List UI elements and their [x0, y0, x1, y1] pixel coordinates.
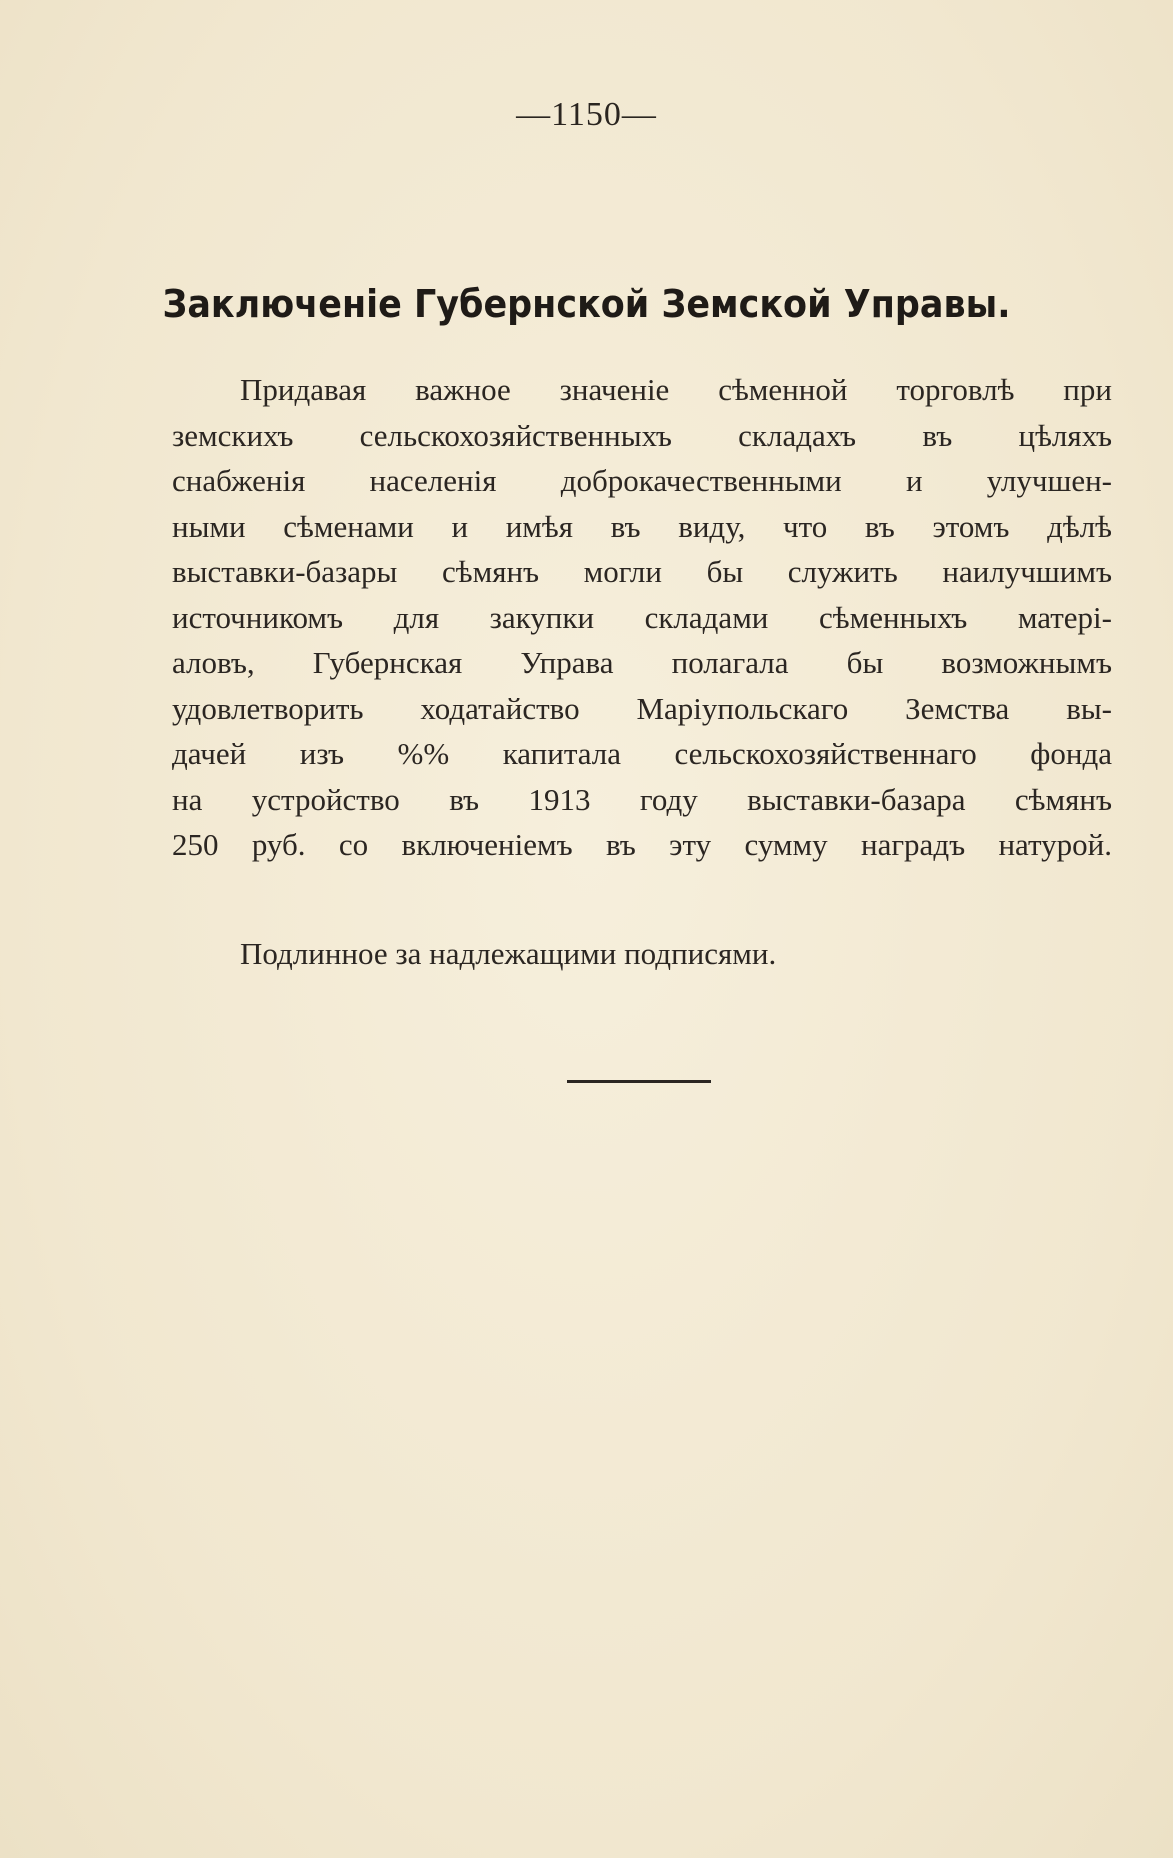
paragraph-line: снабженiя населенiя доброкачественными и улучшен- [172, 463, 1112, 498]
paragraph-line: 250 руб. со включенiемъ въ эту сумму наградъ натурой. [172, 827, 1112, 862]
paragraph-line: земскихъ сельскохозяйственныхъ складахъ въ цѣляхъ [172, 417, 1112, 453]
paragraph-line: на устройство въ 1913 году выставки-базара сѣмянъ [172, 781, 1112, 817]
paragraph-line: источникомъ для закупки складами сѣменныхъ матерi- [172, 599, 1112, 635]
section-heading: Заключенiе Губернской Земской Управы. [162, 282, 1011, 326]
paragraph [172, 367, 1112, 868]
paragraph-line: удовлетворить ходатайство Марiупольскаго Земства вы- [172, 690, 1112, 726]
paragraph-line: ными сѣменами и имѣя въ виду, что въ этомъ дѣлѣ [172, 508, 1112, 544]
signature-note: Подлинное за надлежащими подписями. [240, 936, 777, 971]
closing-rule [567, 1080, 711, 1083]
paragraph-line: дачей изъ %% капитала сельскохозяйственнаго фонда [172, 736, 1112, 771]
paragraph-line: выставки-базары сѣмянъ могли бы служить наилучшимъ [172, 554, 1112, 589]
page-number: —1150— [516, 96, 657, 133]
paragraph-line: аловъ, Губернская Управа полагала бы возможнымъ [172, 645, 1112, 680]
paragraph-line: Придавая важное значенiе сѣменной торговлѣ при [240, 372, 1112, 407]
